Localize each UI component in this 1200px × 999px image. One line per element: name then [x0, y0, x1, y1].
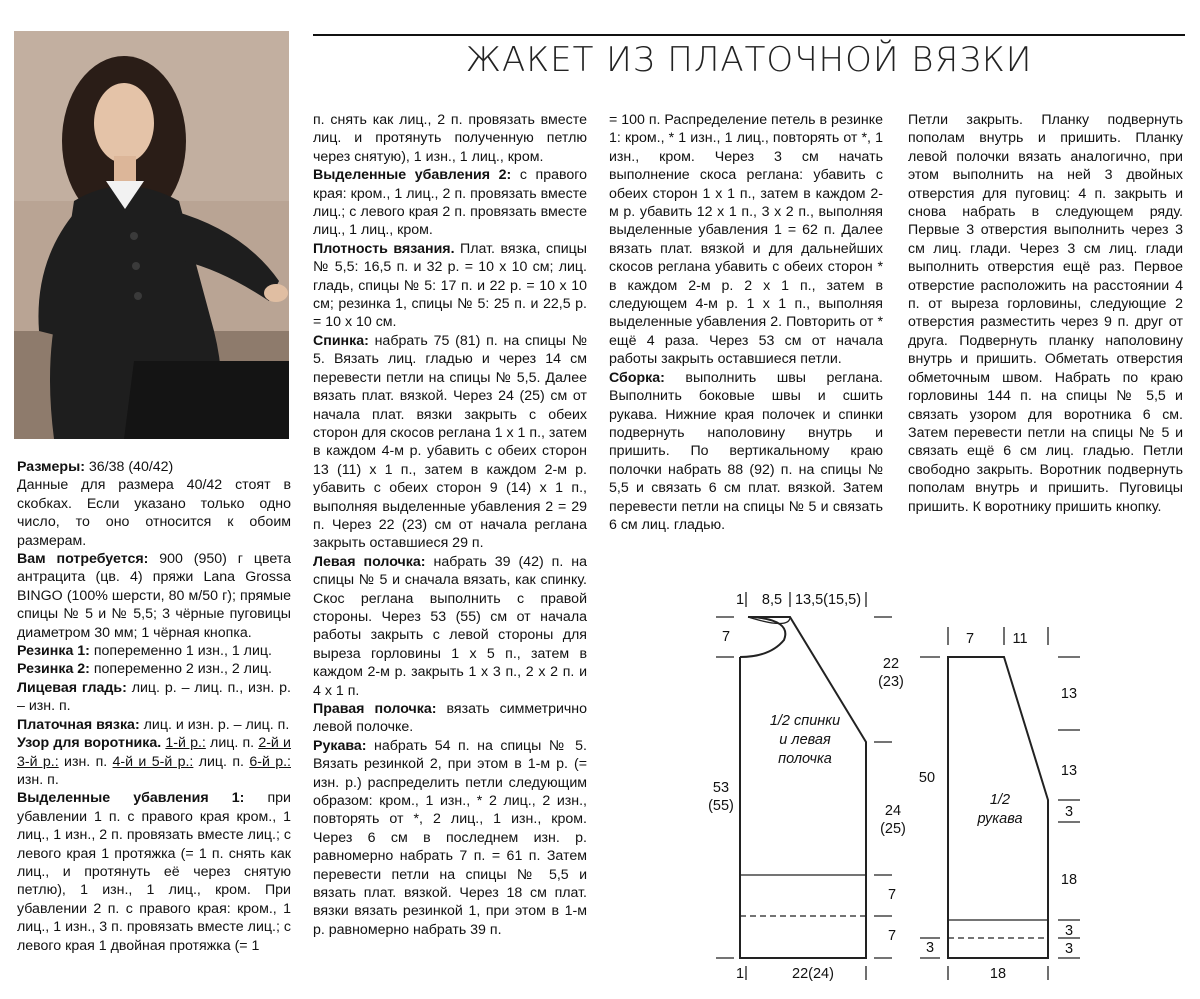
- dim-right-7a: 7: [887, 887, 897, 903]
- dim-sleeve-right-13a: 13: [1060, 686, 1078, 702]
- dec1-text: при убавлении 1 п. с правого края кром., 1 лиц., 1 изн., 2 п. провязать вместе лиц.; с левого края 1 протяжка (= 1 п. снять как лиц., и протянуть её через снятую петлю), 1 изн., 1 лиц., кром. При убавлении 2 п. с правого края: кром., 1 лиц., 1 изн., 3 п. провязать вместе лиц.; с левого края 1 двойная протяжка (= 1: [17, 790, 291, 954]
- gauge-label: Плотность вязания.: [313, 240, 455, 257]
- collar-row2: 2-й и 3-й р.:: [17, 735, 291, 770]
- sleeve-label-1: 1/2: [989, 792, 1011, 808]
- garter-label: Платочная вязка:: [17, 716, 140, 733]
- dim-sleeve-top-11: 11: [1012, 631, 1028, 647]
- rib1-text: попеременно 1 изн., 1 лиц.: [89, 643, 272, 660]
- body-label-2: и левая: [779, 732, 831, 748]
- page-title: ЖАКЕТ ИЗ ПЛАТОЧНОЙ ВЯЗКИ: [465, 40, 1033, 80]
- sleeve-label-2: рукава: [977, 811, 1023, 827]
- collar-row1-text: лиц. п.: [205, 735, 259, 752]
- stockinette-text: лиц. р. – лиц. п., изн. р. – изн. п.: [17, 679, 291, 715]
- dec2-text: с правого края: кром., 1 лиц., 2 п. провязать вместе лиц.; с левого края 2 п. провязать вместе лиц., 1 лиц., кром.: [313, 167, 588, 239]
- dim-sleeve-left-3: 3: [925, 940, 935, 956]
- assembly-label: Сборка:: [609, 369, 665, 386]
- dim-sleeve-right-18: 18: [1060, 872, 1078, 888]
- dim-left-7: 7: [721, 629, 731, 645]
- dim-right-7b: 7: [887, 928, 897, 944]
- body-labels: [708, 592, 906, 982]
- dim-sleeve-left-50: 50: [918, 770, 936, 786]
- right-front-text: вязать симметрично левой полочке.: [313, 701, 587, 736]
- assembly-text: выполнить швы реглана. Выполнить боковые швы и сшить рукава. Нижние края полочек и спинки подвернуть наполовину внутрь и пришить. По вертикальному краю полочки набрать 88 (92) п. на спицы № 5,5 и связать 6 см плат. вязкой. Затем перевести петли на спицы № 5 и связать 6 см лиц. гладью.: [609, 369, 883, 533]
- left-front-text: набрать 39 (42) п. на спицы № 5 и сначала вязать, как спинку. Скос реглана выполнить с правой стороны. Через 53 (55) см от начала работы закрыть с левой стороны для выреза горловины 1 х 5 п., затем в каждом 2-м р. закрыть 1 х 3 п., 2 х 2 п. и 4 х 1 п.: [313, 553, 588, 699]
- dim-sleeve-right-3c: 3: [1064, 941, 1074, 957]
- collar-row3-text: лиц. п.: [193, 753, 250, 770]
- dim-right-22: 22: [882, 656, 900, 672]
- materials-label: Вам потребуется:: [17, 551, 149, 568]
- dim-top-135: 13,5(15,5): [794, 592, 862, 608]
- garter-text: лиц. и изн. р. – лиц. п.: [139, 716, 290, 733]
- dim-sleeve-bottom-18: 18: [989, 966, 1007, 982]
- collar-row4-text: изн. п.: [17, 771, 59, 788]
- collar-row1: 1-й р.:: [165, 735, 206, 752]
- sizes-value: 36/38 (40/42): [84, 459, 174, 475]
- dim-right-25: (25): [880, 821, 906, 837]
- collar-pattern-label: Узор для воротника.: [17, 735, 162, 752]
- dim-bottom-22: 22(24): [792, 966, 834, 982]
- dim-left-53: 53: [712, 780, 730, 796]
- left-front-label: Левая полочка:: [313, 553, 426, 570]
- dim-bottom-1: 1: [735, 966, 745, 982]
- col3-text: = 100 п. Распределение петель в резинке 1: кром., * 1 изн., 1 лиц., повторять от *, 1 изн., кром. Через 3 см начать выполнение скоса реглана: убавить с обеих сторон 1 х 1 п., затем в каждом 2-м р. убавить 12 х 1 п., 3 х 2 п., выполняя выделенные убавления 1 = 62 п. Далее вязать плат. вязкой и для дальнейших скосов реглана убавить с обеих сторон * в каждом 2-м р. 2 х 1 п., затем в следующем 4-м р. 1 х 1 п., выполняя выделенные убавления 2. Повторить от * ещё 4 раза. Через 53 см от начала работы закрыть оставшиеся петли.: [609, 112, 883, 368]
- body-neckline: [740, 617, 785, 657]
- dim-sleeve-right-13b: 13: [1060, 763, 1078, 779]
- col2-intro: п. снять как лиц., 2 п. провязать вместе лиц. и протянуть полученную петлю через снятую), 1 изн., 1 лиц., кром.: [313, 112, 587, 165]
- sizes-text: Данные для размера 40/42 стоят в скобках. Если указано только одно число, то оно относится к обоим размерам.: [17, 477, 291, 549]
- rib1-label: Резинка 1:: [17, 643, 90, 660]
- dim-top-1: 1: [735, 592, 745, 608]
- dim-top-85: 8,5: [761, 592, 783, 608]
- rib2-label: Резинка 2:: [17, 661, 90, 678]
- collar-row2-text: изн. п.: [58, 753, 113, 770]
- dim-sleeve-right-3b: 3: [1064, 923, 1074, 939]
- body-label-3: полочка: [778, 751, 832, 767]
- gauge-text: Плат. вязка, спицы № 5,5: 16,5 п. и 32 р. = 10 х 10 см; лиц. гладь, спицы № 5: 17 п. и 22 р. = 10 х 10 см; резинка 1, спицы № 5: 25 п. и 22,5 р. = 10 х 10 см.: [313, 240, 587, 331]
- col4-text: Петли закрыть. Планку подвернуть пополам внутрь и пришить. Планку левой полочки вязать аналогично, при этом выполнить на ней 3 двойных отверстия для пуговиц: 4 п. закрыть и снова набрать в следующем ряду. Первые 3 отверстия выполнить через 3 см лиц. глади. Через 3 см лиц. глади выполнить отверстия ещё раз. Первое отверстие расположить на расстоянии 4 п. от выреза горловины, следующие 2 отверстия разместить через 9 п. друг от друга. Подвернуть планку наполовину внутрь и пришить. Обметать отверстия обметочным швом. Набрать по краю горловины 144 п. на спицы № 5,5 и связать узором для воротника 6 см. Затем перевести петли на спицы № 5 и связать ещё 6 см лиц. гладью. Петли свободно закрыть. Воротник подвернуть пополам внутрь и пришить. Пуговицы пришить. К воротнику пришить кнопку.: [908, 112, 1183, 515]
- sleeves-label: Рукава:: [313, 737, 367, 754]
- stockinette-label: Лицевая гладь:: [17, 679, 127, 696]
- sizes-label: Размеры:: [17, 459, 85, 475]
- dec1-label: Выделенные убавления 1:: [17, 790, 245, 807]
- materials-text: 900 (950) г цвета антрацита (цв. 4) пряжи Lana Grossa BINGO (100% шерсти, 80 м/50 г); прямые спицы № 5 и № 5,5; 3 чёрные пуговицы диаметром 30 мм; 1 чёрная кнопка.: [17, 551, 291, 641]
- body-label-1: 1/2 спинки: [769, 713, 841, 729]
- dec2-label: Выделенные убавления 2:: [313, 167, 512, 184]
- sleeves-text: набрать 54 п. на спицы № 5. Вязать резинкой 2, при этом в 1-м р. (= изн. р.) распределить петли следующим образом: кром., 1 изн., * 2 лиц., 2 изн., повторять от *, 2 лиц., 1 изн., кром. Через 6 см в последнем изн. р. равномерно набрать 7 п. = 61 п. Затем перевести петли на спицы № 5,5 и вязать плат. вязкой. Через 18 см плат. вязки вязать резинкой 1, при этом в 1-м р. равномерно набрать 39 п.: [313, 737, 587, 938]
- collar-row4: 6-й р.:: [249, 753, 291, 770]
- back-label: Спинка:: [313, 332, 369, 349]
- rib2-text: попеременно 2 изн., 2 лиц.: [89, 661, 272, 678]
- body-schematic: [716, 592, 892, 980]
- dim-right-24: 24: [884, 803, 902, 819]
- dim-sleeve-right-3a: 3: [1064, 804, 1074, 820]
- collar-row3: 4-й и 5-й р.:: [112, 753, 194, 770]
- dim-right-23: (23): [878, 674, 904, 690]
- back-text: набрать 75 (81) п. на спицы № 5. Вязать лиц. гладью и через 14 см перевести петли на спицы № 5,5. Далее вязать плат. вязкой. Через 24 (25) см от начала плат. вязки закрыть с обеих сторон для скосов реглана 1 х 1 п., затем в каждом 4-м р. убавить с обеих сторон 13 (11) х 1 п., затем в каждом 2-м р. убавить с обеих сторон 9 (14) х 1 п., выполняя выделенные убавления 2 = 29 п. Через 22 (23) см от начала реглана закрыть оставшиеся 29 п.: [313, 332, 587, 552]
- right-front-label: Правая полочка:: [313, 701, 437, 717]
- body-outline: [740, 617, 866, 958]
- dim-left-55: (55): [708, 798, 734, 814]
- sleeve-labels: [919, 631, 1077, 982]
- dim-sleeve-top-7: 7: [965, 631, 975, 647]
